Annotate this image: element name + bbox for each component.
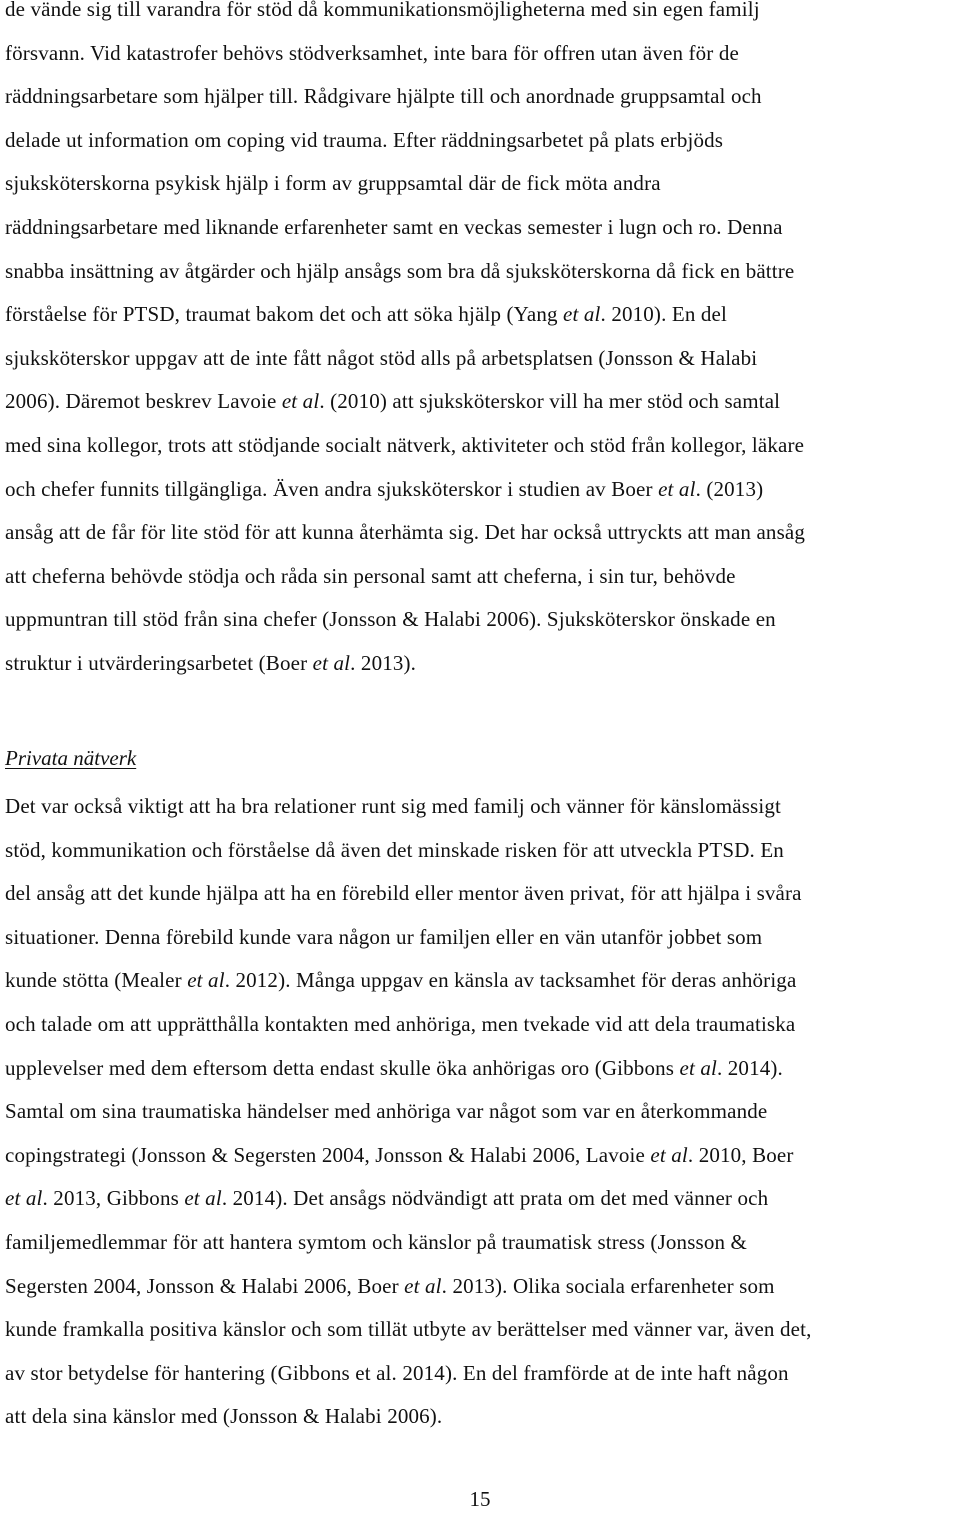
italic-citation-text: et al (312, 650, 351, 675)
text-line (5, 598, 960, 642)
text-run: kunde framkalla positiva känslor och som tillät utbyte av berättelser med vänner var, även det, (5, 1317, 812, 1342)
text-run: . 2014). (716, 1055, 783, 1080)
text-line (5, 424, 960, 468)
italic-citation-text: et al (658, 476, 696, 501)
text-line (5, 872, 960, 916)
text-line (5, 1265, 960, 1309)
text-run: . 2012). Många uppgav en känsla av tacksamhet för deras anhöriga (224, 968, 797, 993)
text-run: räddningsarbetare som hjälper till. Rådgivare hjälpte till och anordnade gruppsamtal och (5, 84, 762, 109)
text-run: . (2010) att sjuksköterskor vill ha mer stöd och samtal (319, 389, 781, 414)
text-run: . 2013, Gibbons (42, 1186, 185, 1211)
text-run: att cheferna behövde stödja och råda sin personal samt att cheferna, i sin tur, behövde (5, 563, 736, 588)
italic-citation-text: et al (184, 1186, 222, 1211)
text-run: att dela sina känslor med (Jonsson & Halabi 2006). (5, 1404, 443, 1429)
text-run: . 2013). (350, 650, 417, 675)
text-run: sjuksköterskorna psykisk hjälp i form av gruppsamtal där de fick möta andra (5, 171, 661, 196)
text-run: . 2010, Boer (687, 1142, 794, 1167)
text-run: . 2013). Olika sociala erfarenheter som (441, 1273, 775, 1298)
text-line (5, 1003, 960, 1047)
text-run: 2006). Däremot beskrev Lavoie (5, 389, 282, 414)
text-line (5, 1395, 960, 1439)
text-line (5, 959, 960, 1003)
text-run: kunde stötta (Mealer (5, 968, 188, 993)
text-run: och chefer funnits tillgängliga. Även andra sjuksköterskor i studien av Boer (5, 476, 659, 501)
text-run: uppmuntran till stöd från sina chefer (Jonsson & Halabi 2006). Sjuksköterskor önskade en (5, 607, 776, 632)
text-line (5, 642, 960, 686)
text-run: upplevelser med dem eftersom detta endast skulle öka anhörigas oro (Gibbons (5, 1055, 680, 1080)
text-run: de vände sig till varandra för stöd då kommunikationsmöjligheterna med sin egen familj (5, 0, 760, 21)
text-line (5, 206, 960, 250)
text-run: räddningsarbetare med liknande erfarenheter samt en veckas semester i lugn och ro. Denna (5, 214, 783, 239)
text-line (5, 1177, 960, 1221)
text-line (5, 1090, 960, 1134)
page-number: 15 (469, 1487, 491, 1511)
text-run: med sina kollegor, trots att stödjande socialt nätverk, aktiviteter och stöd från kollegor, läkare (5, 432, 805, 457)
text-line (5, 1134, 960, 1178)
text-line (5, 1221, 960, 1265)
text-run: . (2013) (695, 476, 764, 501)
text-run: del ansåg att det kunde hjälpa att ha en förebild eller mentor även privat, för att hjälpa i svåra (5, 881, 802, 906)
text-line (5, 250, 960, 294)
body-paragraph-1 (5, 0, 960, 686)
text-run: struktur i utvärderingsarbetet (Boer (5, 650, 313, 675)
italic-citation-text: et al (404, 1273, 442, 1298)
text-line (5, 829, 960, 873)
text-run: . 2010). En del (600, 302, 728, 327)
text-run: och talade om att upprätthålla kontakten med anhöriga, men tvekade vid att dela traumatiska (5, 1011, 796, 1036)
body-paragraph-2 (5, 785, 960, 1439)
text-line (5, 1308, 960, 1352)
text-line (5, 916, 960, 960)
text-line (5, 119, 960, 163)
text-line (5, 75, 960, 119)
text-line (5, 468, 960, 512)
text-line (5, 162, 960, 206)
text-line (5, 555, 960, 599)
italic-citation-text: et al (679, 1055, 717, 1080)
text-line (5, 785, 960, 829)
text-run: Det var också viktigt att ha bra relationer runt sig med familj och vänner för känslomässigt (5, 794, 781, 818)
text-run: Samtal om sina traumatiska händelser med anhöriga var något som var en återkommande (5, 1099, 768, 1124)
text-line (5, 380, 960, 424)
italic-citation-text: et al (5, 1186, 43, 1211)
text-run: Segersten 2004, Jonsson & Halabi 2006, Boer (5, 1273, 405, 1298)
italic-citation-text: et al (563, 302, 601, 327)
italic-citation-text: et al (187, 968, 225, 993)
text-run: ansåg att de får för lite stöd för att kunna återhämta sig. Det har också uttryckts att man ansåg (5, 520, 806, 545)
text-run: copingstrategi (Jonsson & Segersten 2004, Jonsson & Halabi 2006, Lavoie (5, 1142, 651, 1167)
italic-citation-text: et al (281, 389, 320, 414)
text-run: . 2014). Det ansågs nödvändigt att prata om det med vänner och (221, 1186, 769, 1211)
text-line (5, 1352, 960, 1396)
text-line (5, 337, 960, 381)
text-run: försvann. Vid katastrofer behövs stödverksamhet, inte bara för offren utan även för de (5, 40, 739, 65)
text-run: situationer. Denna förebild kunde vara någon ur familjen eller en vän utanför jobbet som (5, 924, 763, 949)
text-run: förståelse för PTSD, traumat bakom det och att söka hjälp (Yang (5, 302, 564, 327)
text-line (5, 1047, 960, 1091)
text-run: av stor betydelse för hantering (Gibbons et al. 2014). En del framförde at de inte haft någon (5, 1360, 789, 1385)
italic-citation-text: et al (650, 1142, 688, 1167)
text-run: delade ut information om coping vid trauma. Efter räddningsarbetet på plats erbjöds (5, 127, 724, 152)
text-line (5, 0, 960, 32)
section-heading: Privata nätverk (5, 746, 137, 770)
text-run: snabba insättning av åtgärder och hjälp ansågs som bra då sjuksköterskorna då fick en bättre (5, 258, 795, 283)
text-line (5, 293, 960, 337)
text-line (5, 32, 960, 76)
text-run: stöd, kommunikation och förståelse då även det minskade risken för att utveckla PTSD. En (5, 837, 784, 862)
text-run: familjemedlemmar för att hantera symtom och känslor på traumatisk stress (Jonsson & (5, 1229, 748, 1254)
text-run: sjuksköterskor uppgav att de inte fått något stöd alls på arbetsplatsen (Jonsson & Halabi (5, 345, 758, 370)
text-line (5, 511, 960, 555)
